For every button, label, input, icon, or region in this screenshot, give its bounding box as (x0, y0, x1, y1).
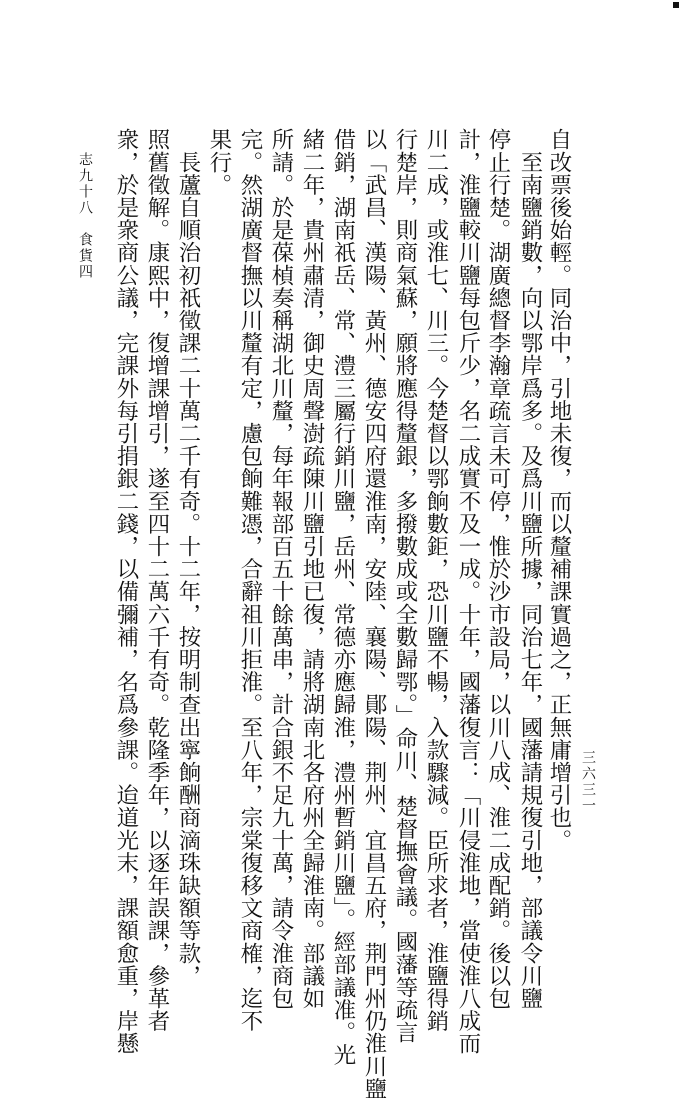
volume-header: 志九十八 食貨四 (77, 152, 93, 280)
text-column-10: 所請。於是葆楨奏稱湖北川釐，每年報部百五十餘萬串，計合銀不足九十萬，請令淮商包 (268, 128, 294, 1010)
text-column-11: 完。然湖廣督撫以川釐有定，慮包餉難憑，合辭祖川拒淮。至八年，宗棠復移文商榷，迄不 (237, 128, 263, 1032)
text-column-13: 長蘆自順治初祇徵課二十萬二千有奇。十二年，按明制查出寧餉酬商滴珠缺額等款， (175, 128, 201, 987)
text-column-5: 川二成，或淮七、川三。今楚督以鄂餉數鉅，恐川鹽不暢，入款驟減。臣所求者，淮鹽得銷 (423, 128, 449, 1032)
text-column-3: 停止行楚。湖廣總督李瀚章疏言未可停，惟於沙市設局，以川八成、淮二成配銷。後以包 (485, 128, 511, 1010)
scan-corner-mark (673, 2, 679, 8)
text-column-2: 至南鹽銷數，向以鄂岸爲多。及爲川鹽所據，同治七年，國藩請規復引地，部議令川鹽 (517, 128, 543, 1010)
text-column-12: 果行。 (206, 128, 232, 196)
text-column-15: 衆，於是衆商公議，完課外每引捐銀二錢，以備彌補，名爲參課。迨道光末，課額愈重，岸懸 (113, 128, 139, 1055)
text-column-7: 以「武昌、漢陽、黃州、德安四府還淮南，安陸、襄陽、鄖陽、荆州、宜昌五府，荆門州仍淮川鹽 (361, 128, 387, 1100)
page-number: 三六三一 (580, 750, 596, 814)
text-column-14: 照舊徵解。康熙中，復增課增引，遂至四十二萬六千有奇。乾隆季年，以逐年誤課，參革者 (144, 128, 170, 1032)
text-column-1: 自改票後始輕。同治中，引地未復，而以釐補課實過之，正無庸增引也。 (546, 128, 572, 852)
text-column-9: 緒二年，貴州肅清，御史周聲澍疏陳川鹽引地已復，請將湖南北各府州全歸淮南。部議如 (299, 128, 325, 1010)
text-column-4: 計，淮鹽較川鹽每包斤少，名二成實不及一成。十年，國藩復言：「川侵淮地，當使淮八成而 (455, 128, 481, 1055)
text-column-6: 行楚岸，則商氣蘇，願將應得釐銀，多撥數成或全數歸鄂。」命川、楚督撫會議。國藩等疏言 (392, 128, 418, 1044)
text-column-8: 借銷，湖南祇岳、常、澧三屬行銷川鹽，岳州、常德亦應歸淮，澧州暫銷川鹽」。經部議准。光 (330, 128, 356, 1066)
